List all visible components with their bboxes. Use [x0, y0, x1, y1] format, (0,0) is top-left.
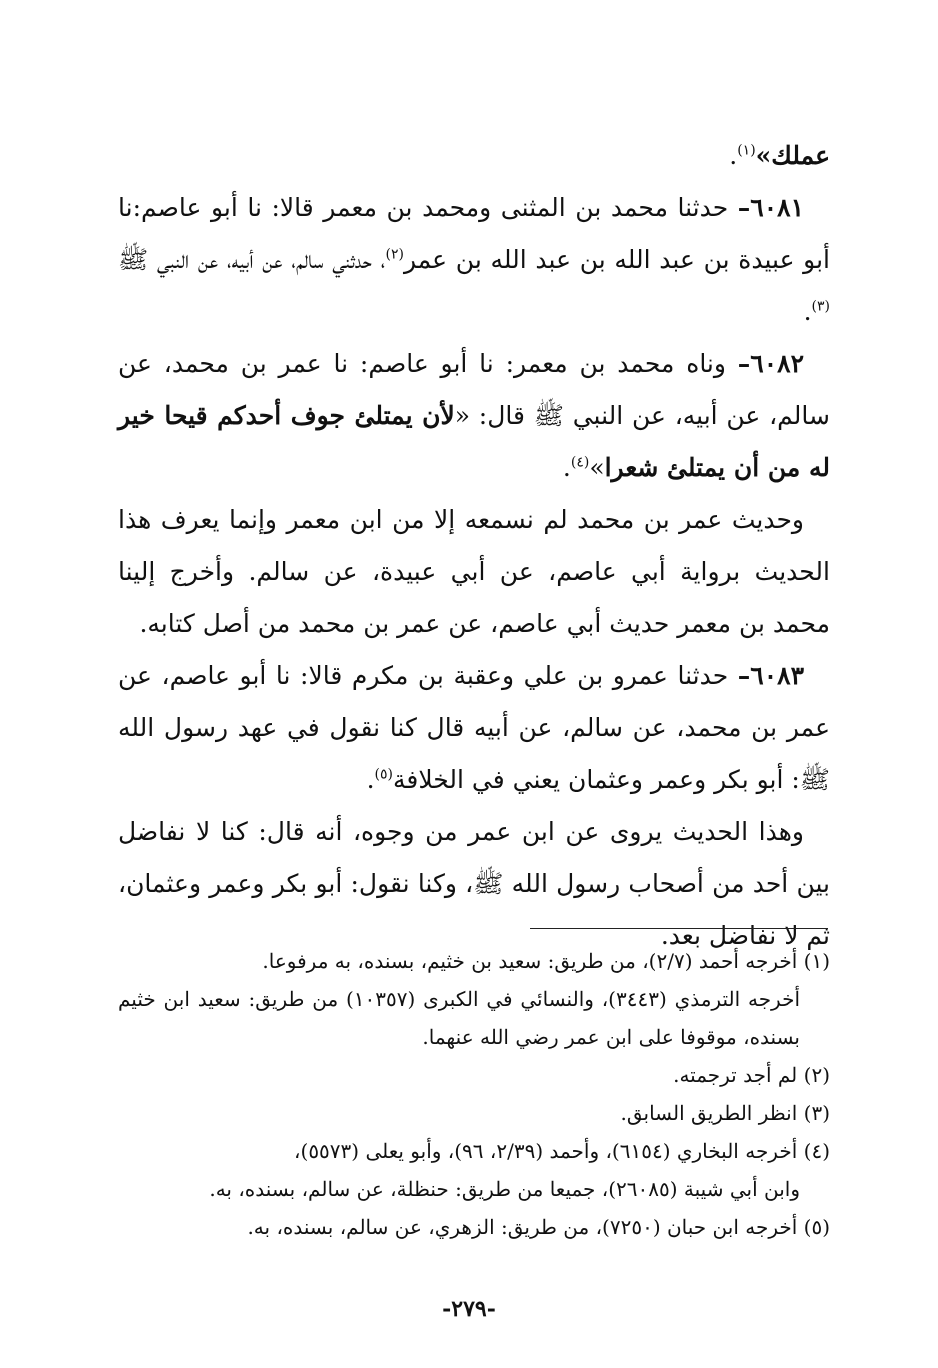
main-text [118, 130, 830, 962]
footnote-ref-4: (٤) [570, 454, 590, 471]
quote-close: » [589, 453, 605, 482]
period: . [562, 453, 571, 482]
footnote-4-continued: وابن أبي شيبة (٢٦٠٨٥)، جميعا من طريق: حنظلة، عن سالم، بسنده، به. [209, 1177, 800, 1201]
footnote-1-continued: أخرجه الترمذي (٣٤٤٣)، والنسائي في الكبرى (١٠٣٥٧) من طريق: سعيد ابن خثيم بسنده، موقوفا على ابن عمر رضي الله عنهما. [118, 987, 801, 1049]
hadith-number: ٦٠٨١– [737, 193, 804, 222]
hadith-ending: عملك» [755, 141, 830, 170]
hadith-6081 [118, 182, 830, 338]
period: . [729, 141, 738, 170]
footnote-ref-5: (٥) [374, 766, 393, 783]
footnotes [118, 942, 830, 1246]
footnote-ref-1: (١) [737, 142, 756, 159]
hadith-text: وناه محمد بن معمر: نا أبو عاصم: نا عمر بن محمد، عن سالم، عن أبيه، عن النبي ﷺ قال: « [118, 349, 830, 430]
commentary-paragraph: وحديث عمر بن محمد لم نسمعه إلا من ابن معمر وإنما يعرف هذا الحديث برواية أبي عاصم، عن أبي عبيدة، عن سالم. وأخرج إلينا محمد بن معمر حديث أبي عاصم، عن عمر بن محمد من أصل كتابه. [118, 505, 830, 638]
footnote-ref-3: (٣) [811, 298, 830, 315]
paragraph-0 [118, 130, 830, 182]
footnote-5: (٥) أخرجه ابن حبان (٧٢٥٠)، من طريق: الزهري، عن سالم، بسنده، به. [247, 1215, 830, 1239]
footnote-4: (٤) أخرجه البخاري (٦١٥٤)، وأحمد (٢/٣٩، ٩٦)، وأبو يعلى (٥٥٧٣)، [294, 1139, 830, 1163]
footnote-2: (٢) لم أجد ترجمته. [673, 1063, 830, 1087]
footnote-1: (١) أخرجه أحمد (٢/٧)، من طريق: سعيد بن خثيم، بسنده، به مرفوعا. [262, 949, 830, 973]
commentary-paragraph: وهذا الحديث يروى عن ابن عمر من وجوه، أنه قال: كنا لا نفاضل بين أحد من أصحاب رسول الله ﷺ، وكنا نقول: أبو بكر وعمر وعثمان، ثم لا نفاضل بعد. [118, 817, 830, 950]
hadith-text: حدثنا عمرو بن علي وعقبة بن مكرم قالا: نا أبو عاصم، عن عمر بن محمد، عن سالم، عن أبيه قال كنا نقول في عهد رسول الله ﷺ: أبو بكر وعمر وعثمان يعني في الخلافة [118, 661, 830, 794]
footnote-separator [530, 928, 828, 929]
hadith-number: ٦٠٨٢– [737, 349, 804, 378]
page-number: -٢٧٩- [442, 1296, 496, 1322]
footnote-3: (٣) انظر الطريق السابق. [620, 1101, 830, 1125]
period: . [366, 765, 375, 794]
hadith-number: ٦٠٨٣– [737, 661, 804, 690]
hadith-text: حدثنا محمد بن المثنى ومحمد بن معمر قالا: نا أبو عاصم:نا أبو عبيدة بن عبد الله بن عبد الله بن عمر [118, 193, 831, 274]
period: . [803, 297, 812, 326]
hadith-text: ، حدثني سالم، عن أبيه، عن النبي ﷺ [118, 245, 386, 274]
hadith-matn: لأن يمتلئ جوف أحدكم قيحا خير له من أن يمتلئ شعرا [118, 401, 830, 482]
hadith-6083 [118, 650, 830, 806]
hadith-6082 [118, 338, 830, 494]
footnote-ref-2: (٢) [385, 246, 404, 263]
